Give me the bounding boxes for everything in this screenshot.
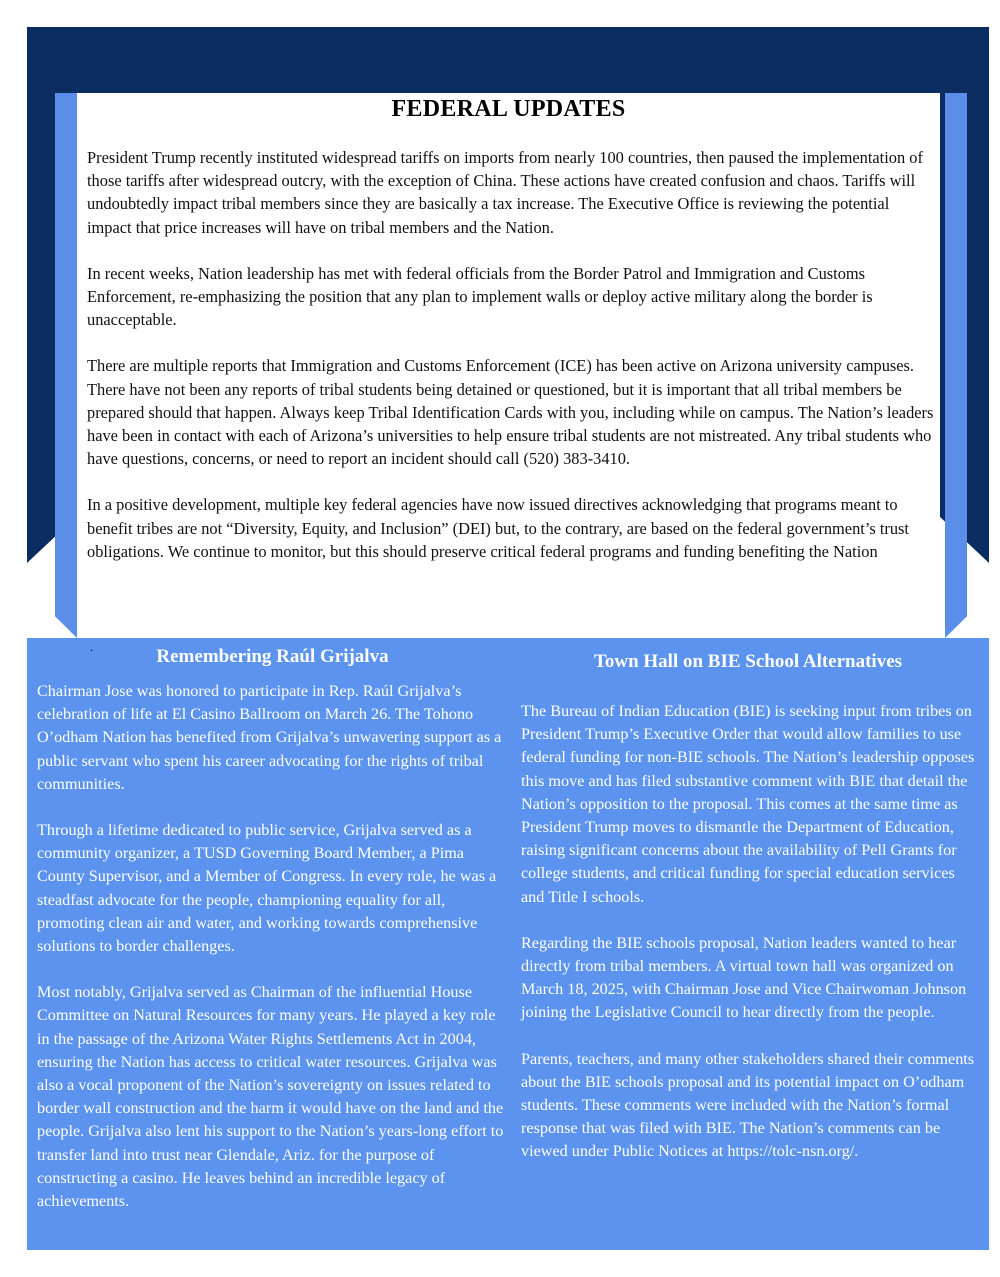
federal-paragraph-ice: There are multiple reports that Immigration and Customs Enforcement (ICE) has been active on Arizona university campuses. There have not been any reports of tribal students being detained or questioned, but it is important that all tribal members be prepared should that happen. Always keep Tribal Identification Cards with you, including while on campus. The Nation’s leaders have been in contact with each of Arizona’s universities to help ensure tribal students are not mistreated. Any tribal students who have questions, concerns, or need to report an incident should call (520) 383-3410.	[87, 356, 934, 469]
remembering-title: Remembering Raúl Grijalva	[156, 646, 389, 667]
town-hall-paragraph: Regarding the BIE schools proposal, Nation leaders wanted to hear directly from tribal members. A virtual town hall was organized on March 18, 2025, with Chairman Jose and Vice Chairwoman Johnson joining the Legislative Council to hear directly from the people.	[521, 933, 967, 1022]
remembering-paragraph: Most notably, Grijalva served as Chairman of the influential House Committee on Natural Resources for many years. He played a key role in the passage of the Arizona Water Rights Settlements Act in 2004, ensuring the Nation has access to critical water resources. Grijalva was also a vocal proponent of the Nation’s sovereignty on issues related to border wall construction and the harm it would have on the land and the people. Grijalva also lent his support to the Nation’s years-long effort to transfer land into trust near Glendale, Ariz. for the purpose of constructing a casino. He leaves behind an incredible legacy of achievements.	[37, 983, 504, 1211]
remembering-paragraph: Chairman Jose was honored to participate in Rep. Raúl Grijalva’s celebration of life at El Casino Ballroom on March 26. The Tohono O’odham Nation has benefited from Grijalva’s unwavering support as a public servant who spent his career advocating for the rights of tribal communities.	[37, 682, 502, 793]
town-hall-paragraph: The Bureau of Indian Education (BIE) is seeking input from tribes on President Trump’s Executive Order that would allow families to use federal funding for non-BIE schools. The Nation’s leadership opposes this move and has filed substantive comment with BIE that detail the Nation’s opposition to the proposal. This comes at the same time as President Trump moves to dismantle the Department of Education, raising significant concerns about the availability of Pell Grants for college students, and critical funding for special education services and Title I schools.	[521, 702, 975, 906]
right-ribbon-light	[945, 93, 967, 638]
left-ribbon-light	[55, 93, 77, 638]
header-banner	[27, 27, 989, 93]
federal-updates-title: FEDERAL UPDATES	[391, 96, 626, 122]
federal-paragraph-border: In recent weeks, Nation leadership has met with federal officials from the Border Patrol and Immigration and Customs Enforcement, re-emphasizing the position that any plan to implement walls or deploy active military along the border is unacceptable.	[87, 263, 873, 330]
town-hall-column	[521, 700, 977, 1187]
town-hall-title: Town Hall on BIE School Alternatives	[593, 651, 903, 672]
federal-paragraph-tariffs: President Trump recently instituted widespread tariffs on imports from nearly 100 countries, then paused the implementation of those tariffs after widespread outcry, with the exception of China. These actions have created confusion and chaos. Tariffs will undoubtedly impact tribal members since they are basically a tax increase. The Executive Office is reviewing the potential impact that price increases will have on tribal members and the Nation.	[87, 148, 923, 237]
town-hall-paragraph: Parents, teachers, and many other stakeholders shared their comments about the BIE schools proposal and its potential impact on O’odham students. These comments were included with the Nation’s formal response that was filed with BIE. The Nation’s comments can be viewed under Public Notices at https://tolc-nsn.org/.	[521, 1049, 975, 1161]
federal-paragraph-dei: In a positive development, multiple key federal agencies have now issued directives acknowledging that programs meant to benefit tribes are not “Diversity, Equity, and Inclusion” (DEI) but, to the contrary, are based on the federal government’s trust obligations. We continue to monitor, but this should preserve critical federal programs and funding benefiting the Nation	[87, 495, 909, 561]
remembering-column	[37, 680, 511, 1236]
remembering-paragraph: Through a lifetime dedicated to public service, Grijalva served as a community organizer, a TUSD Governing Board Member, a Pima County Supervisor, and a Member of Congress. In every role, he was a steadfast advocate for the people, championing equality for all, promoting clean air and water, and working towards comprehensive solutions to border challenges.	[37, 821, 497, 956]
federal-updates-body	[87, 146, 937, 586]
trailing-period: .	[90, 640, 93, 654]
